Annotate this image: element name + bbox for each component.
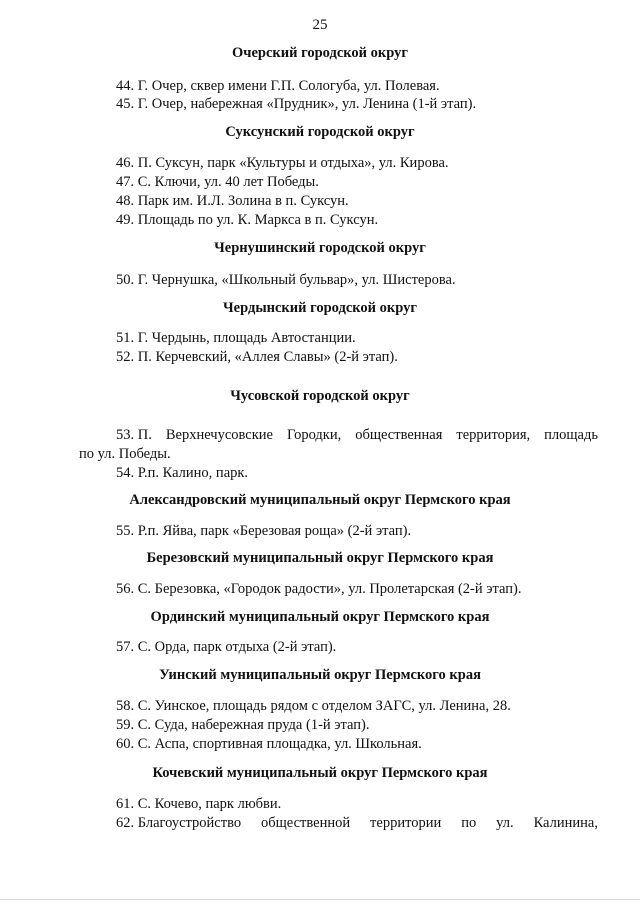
list-item-58: 58. С. Уинское, площадь рядом с отделом ЗАГС, ул. Ленина, 28. bbox=[116, 698, 511, 714]
list-item-53-word: общественная bbox=[355, 427, 443, 443]
section-heading-suksun: Суксунский городской округ bbox=[225, 124, 415, 140]
section-heading-chernushka: Чернушинский городской округ bbox=[214, 240, 426, 256]
list-item-57: 57. С. Орда, парк отдыха (2-й этап). bbox=[116, 639, 337, 655]
list-item-53-continuation: по ул. Победы. bbox=[79, 446, 171, 462]
list-item-59: 59. С. Суда, набережная пруда (1-й этап). bbox=[116, 717, 370, 733]
page-number: 25 bbox=[312, 17, 328, 33]
list-item-62-word: общественной bbox=[261, 815, 351, 831]
section-heading-kochevo: Кочевский муниципальный округ Пермского края bbox=[152, 765, 488, 781]
list-item-55: 55. Р.п. Яйва, парк «Березовая роща» (2-й этап). bbox=[116, 523, 412, 539]
list-item-53-word: Верхнечусовские bbox=[165, 427, 273, 443]
list-item-62-word: по bbox=[461, 815, 477, 831]
list-item-51: 51. Г. Чердынь, площадь Автостанции. bbox=[116, 330, 356, 346]
list-item-53-word: территория, bbox=[456, 427, 531, 443]
section-heading-aleksandrovsk: Александровский муниципальный округ Пермского края bbox=[129, 492, 511, 508]
list-item-62-word: ул. bbox=[496, 815, 514, 831]
list-item-46: 46. П. Суксун, парк «Культуры и отдыха», ул. Кирова. bbox=[116, 155, 449, 171]
list-item-62-word: 62. Благоустройство bbox=[116, 815, 242, 831]
section-heading-uinskoe: Уинский муниципальный округ Пермского края bbox=[159, 667, 481, 683]
list-item-48: 48. Парк им. И.Л. Золина в п. Суксун. bbox=[116, 193, 349, 209]
list-item-49: 49. Площадь по ул. К. Маркса в п. Суксун. bbox=[116, 212, 379, 228]
list-item-50: 50. Г. Чернушка, «Школьный бульвар», ул. Шистерова. bbox=[116, 272, 456, 288]
list-item-62 bbox=[116, 815, 598, 832]
list-item-60: 60. С. Аспа, спортивная площадка, ул. Школьная. bbox=[116, 736, 422, 752]
list-item-53-word: площадь bbox=[544, 427, 598, 443]
list-item-44: 44. Г. Очер, сквер имени Г.П. Сологуба, ул. Полевая. bbox=[116, 78, 440, 94]
list-item-56: 56. С. Березовка, «Городок радости», ул. Пролетарская (2-й этап). bbox=[116, 581, 522, 597]
section-heading-orda: Ординский муниципальный округ Пермского края bbox=[150, 609, 490, 625]
list-item-45: 45. Г. Очер, набережная «Прудник», ул. Ленина (1-й этап). bbox=[116, 96, 477, 112]
list-item-52: 52. П. Керчевский, «Аллея Славы» (2-й этап). bbox=[116, 349, 398, 365]
list-item-62-word: территории bbox=[370, 815, 442, 831]
list-item-54: 54. Р.п. Калино, парк. bbox=[116, 465, 249, 481]
list-item-53-word: Городки, bbox=[286, 427, 342, 443]
list-item-47: 47. С. Ключи, ул. 40 лет Победы. bbox=[116, 174, 319, 190]
section-heading-chusovoy: Чусовской городской округ bbox=[230, 388, 410, 404]
list-item-53-word: 53. П. bbox=[116, 427, 152, 443]
section-heading-cherdyn: Чердынский городской округ bbox=[223, 300, 417, 316]
list-item-61: 61. С. Кочево, парк любви. bbox=[116, 796, 282, 812]
list-item-62-word: Калинина, bbox=[533, 815, 598, 831]
page-edge-divider bbox=[0, 899, 640, 900]
list-item-53 bbox=[116, 427, 598, 444]
section-heading-ocher: Очерский городской округ bbox=[232, 45, 408, 61]
section-heading-berezovka: Березовский муниципальный округ Пермского края bbox=[146, 550, 494, 566]
